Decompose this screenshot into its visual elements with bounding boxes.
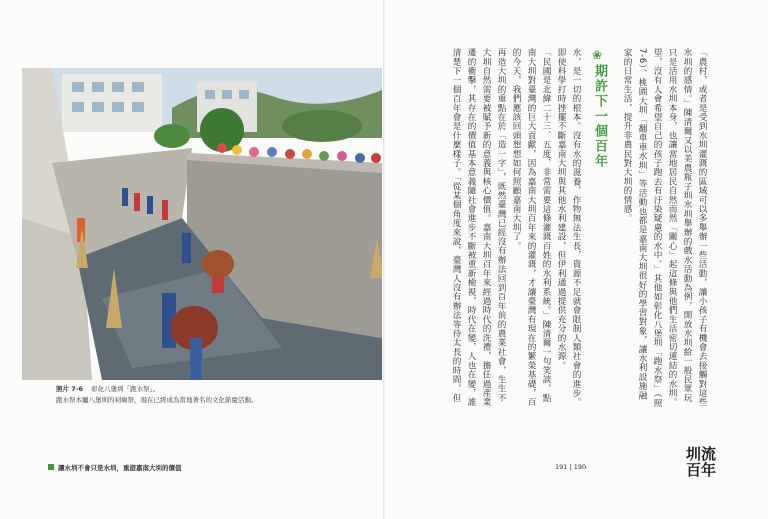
caption-line-2: 跑水祭本屬八堡圳的祠廟祭，現在已經成為當地著名的文化節慶活動。	[56, 396, 258, 404]
logo-char-1: 圳	[686, 445, 702, 463]
page-numbers: 191 | 190	[555, 463, 587, 471]
text-column: 大圳自然需要被賦予新的意義與核心價值。嘉南大圳百年來經過時代的洗禮，擔任過產業	[481, 48, 491, 407]
text-column: 「民國是北緯二十三．五度，非常需要這條灌溉百姓的水利系統。」陳清爾一句笑談，點	[541, 48, 551, 403]
text-column: 「農村，或者是受到水圳灌溉的區域可以多舉辦一些活動，讓小孩子有機會去接觸對這些	[697, 48, 707, 407]
logo-char-2: 流	[701, 445, 717, 463]
text-column: 家的日常生活，提升非農民對大圳的情感。	[622, 48, 632, 223]
book-logo	[686, 446, 726, 486]
section-icon: ❀	[591, 48, 603, 62]
text-column: 即使科學打時挫擺不斷嘉南大圳與其他水利建設，但伊利通過提供充分的水源。	[556, 48, 566, 370]
text-column: 的今天，我們應該回頭想想如何照顧嘉南大圳了。	[511, 48, 521, 251]
text-column: 7-6）、桃園大圳「翻車車水圳」等活動也都是嘉南大圳很好的學習對象，讓水利設施融	[637, 48, 647, 400]
text-column: 遷的衝擊，其存在的價值基本意義隨社會進步不斷被重新檢視，時代在變，人也在變，誰	[466, 48, 476, 407]
section-heading: 期許下一個百年	[592, 64, 607, 169]
caption-number: 照片 7-6	[56, 385, 84, 393]
running-footer: 讓水圳不會只是水圳，重遊嘉南大圳的價值	[58, 464, 182, 472]
text-column: 水，是一切的根本。沒有水的滋養，作物無法生長，資源不足就會限制人類社會的進步。	[571, 48, 581, 407]
text-column: 望，沒有人會希望自己的孩子跑去有汙染疑慮的水中。」其他如彰化八堡圳「跑水祭」（照	[652, 48, 662, 408]
text-column: 只是活用水圳本身，也讓當地居民自然而然「關心」起這條與他們生活密切連結的水圳。	[667, 48, 677, 407]
text-column: 水圳的感情。」陳清爾又以美農瓶子圳水圳舉辦的戲水活動為例，開放水圳給一般民眾玩	[682, 48, 692, 403]
festival-photo-illustration	[22, 68, 382, 380]
caption-line-1: 彰化八堡圳「跑水祭」。	[91, 385, 160, 393]
footer-marker	[48, 464, 54, 470]
text-column: 南大圳對臺灣的巨大貢獻，因為嘉南大圳百年來的灌溉，才讓臺灣有現在的繁榮基礎，百	[526, 48, 536, 407]
text-column: 清楚下一個百年會是什麼樣子。「從某個角度來說，臺灣人沒有辦法等待太長的時間，但	[451, 48, 461, 403]
text-column: 再造大圳的重點在於「造一字」，既然臺灣已經沒有辦法回到百年前的農業社會，生生不	[496, 48, 506, 403]
photo-caption	[56, 384, 376, 406]
gutter	[383, 0, 385, 519]
logo-char-3: 百年	[686, 461, 717, 479]
festival-photo	[22, 68, 382, 380]
